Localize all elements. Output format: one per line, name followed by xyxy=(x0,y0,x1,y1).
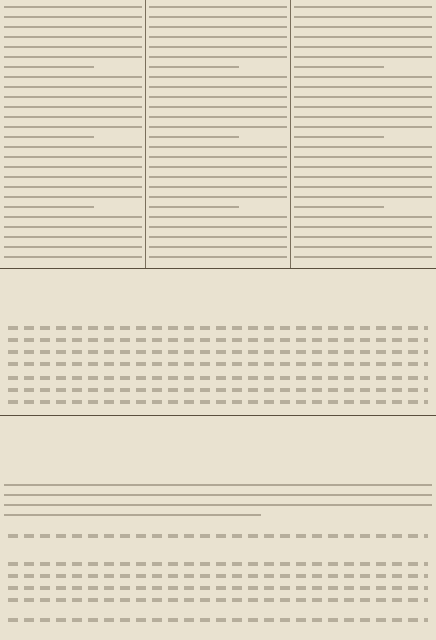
text-line xyxy=(4,56,142,58)
university-section-heading xyxy=(0,418,436,474)
text-line xyxy=(4,106,142,108)
text-line xyxy=(294,126,432,128)
text-line xyxy=(294,26,432,28)
text-line xyxy=(294,166,432,168)
text-line xyxy=(149,176,287,178)
text-line xyxy=(149,186,287,188)
text-line xyxy=(294,66,384,68)
text-line xyxy=(149,56,287,58)
text-line xyxy=(294,16,432,18)
top-middle-column xyxy=(149,0,287,268)
text-line xyxy=(4,116,142,118)
text-line xyxy=(149,156,287,158)
mining-operations-table xyxy=(4,318,432,410)
text-line xyxy=(149,96,287,98)
text-line xyxy=(4,166,142,168)
text-line xyxy=(294,96,432,98)
text-line xyxy=(4,156,142,158)
text-line xyxy=(4,66,94,68)
text-line xyxy=(4,186,142,188)
mining-section-heading xyxy=(0,270,436,314)
text-line xyxy=(294,176,432,178)
column-rule xyxy=(145,0,146,268)
section-rule xyxy=(0,268,436,269)
text-line xyxy=(149,76,287,78)
text-line xyxy=(149,216,287,218)
text-line xyxy=(294,216,432,218)
text-line xyxy=(4,6,142,8)
text-line xyxy=(149,206,239,208)
text-line xyxy=(4,256,142,258)
text-line xyxy=(4,176,142,178)
text-line xyxy=(4,16,142,18)
text-line xyxy=(149,26,287,28)
text-line xyxy=(294,186,432,188)
text-line xyxy=(4,36,142,38)
text-line xyxy=(149,136,239,138)
text-line xyxy=(4,126,142,128)
text-line xyxy=(294,196,432,198)
text-line xyxy=(4,196,142,198)
text-line xyxy=(294,206,384,208)
text-line xyxy=(4,136,94,138)
text-line xyxy=(149,46,287,48)
text-line xyxy=(294,246,432,248)
section-rule xyxy=(0,415,436,416)
text-line xyxy=(294,256,432,258)
text-line xyxy=(294,236,432,238)
text-line xyxy=(149,166,287,168)
text-line xyxy=(4,96,142,98)
text-line xyxy=(149,86,287,88)
text-line xyxy=(149,146,287,148)
text-line xyxy=(294,156,432,158)
text-line xyxy=(294,226,432,228)
top-left-column xyxy=(4,0,142,268)
text-line xyxy=(149,226,287,228)
column-rule xyxy=(290,0,291,268)
text-line xyxy=(4,76,142,78)
text-line xyxy=(4,236,142,238)
text-line xyxy=(294,46,432,48)
text-line xyxy=(294,146,432,148)
text-line xyxy=(149,66,239,68)
text-line xyxy=(4,146,142,148)
text-line xyxy=(4,216,142,218)
text-line xyxy=(149,256,287,258)
text-line xyxy=(294,86,432,88)
text-line xyxy=(294,116,432,118)
top-right-column xyxy=(294,0,432,268)
text-line xyxy=(294,6,432,8)
text-line xyxy=(149,236,287,238)
text-line xyxy=(294,36,432,38)
text-line xyxy=(149,6,287,8)
text-line xyxy=(294,106,432,108)
text-line xyxy=(4,206,94,208)
text-line xyxy=(294,136,384,138)
text-line xyxy=(149,16,287,18)
text-line xyxy=(294,76,432,78)
text-line xyxy=(4,86,142,88)
text-line xyxy=(149,246,287,248)
text-line xyxy=(4,46,142,48)
text-line xyxy=(4,26,142,28)
text-line xyxy=(4,226,142,228)
text-line xyxy=(294,56,432,58)
university-notice-text xyxy=(4,478,432,518)
text-line xyxy=(149,196,287,198)
text-line xyxy=(149,116,287,118)
vacancies-table xyxy=(4,522,432,634)
text-line xyxy=(149,126,287,128)
text-line xyxy=(149,36,287,38)
text-line xyxy=(4,246,142,248)
text-line xyxy=(149,106,287,108)
